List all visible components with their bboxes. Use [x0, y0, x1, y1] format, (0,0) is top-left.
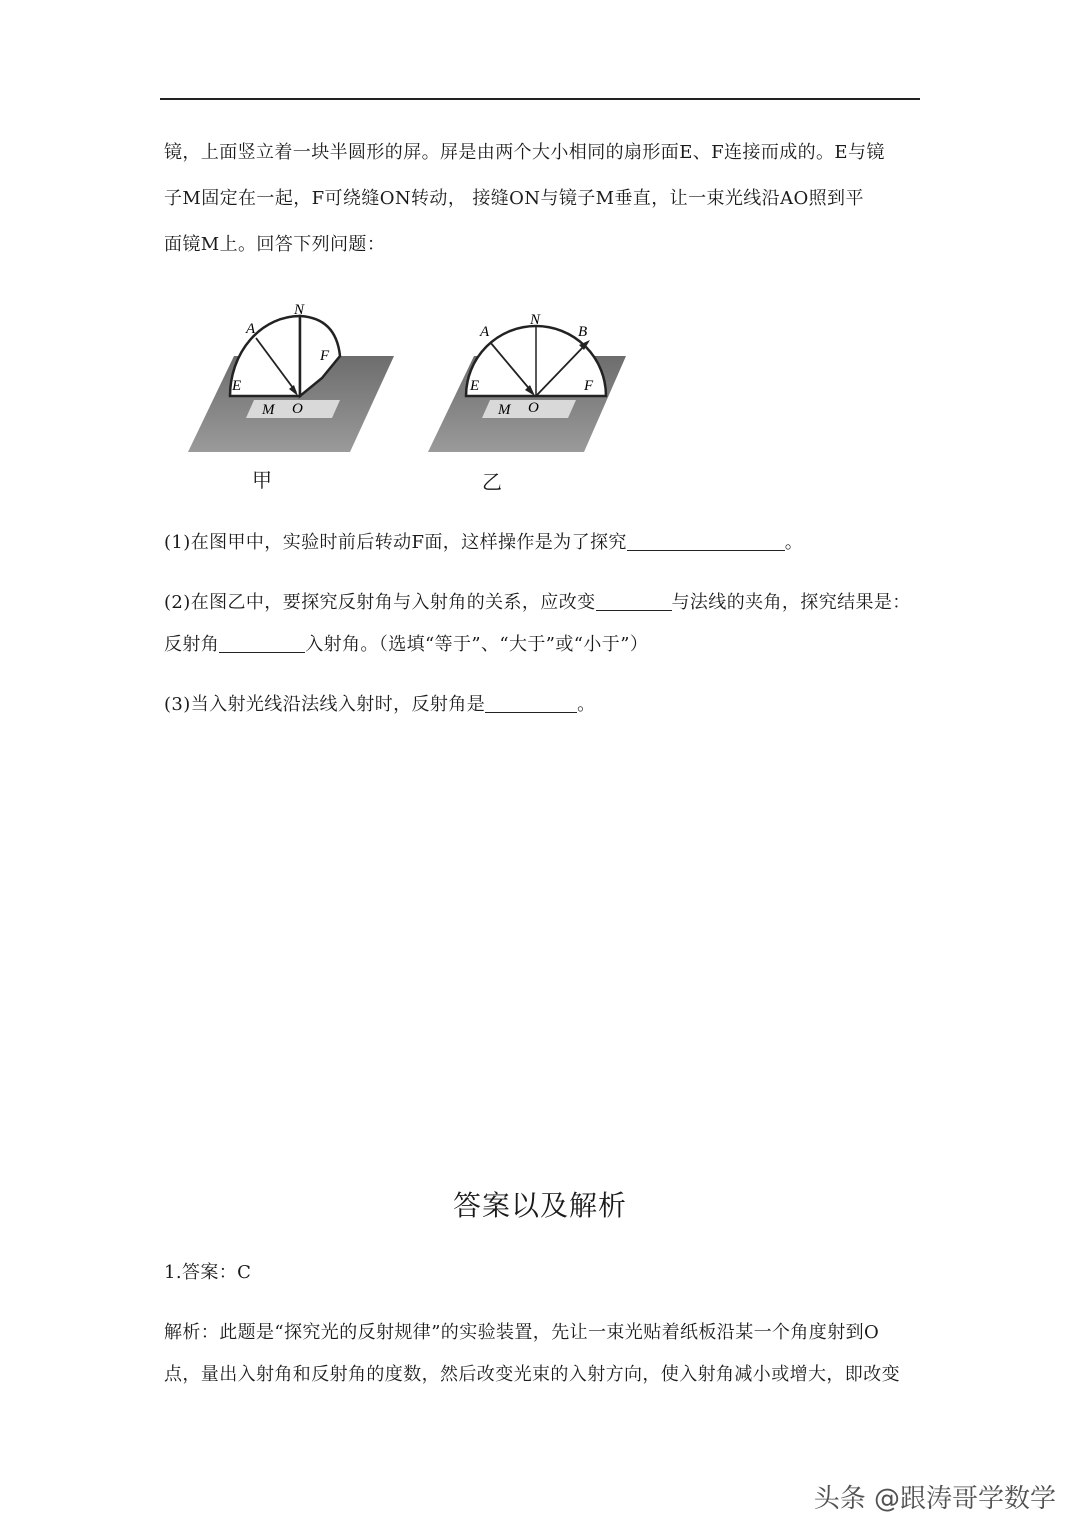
label-o: O	[528, 400, 539, 416]
question-3-end: 。	[577, 694, 596, 715]
figure-yi-diagram	[426, 296, 638, 460]
figure-yi-caption: 乙	[482, 470, 502, 494]
figure-jia	[186, 296, 398, 464]
answers-heading: 答案以及解析	[452, 1189, 627, 1222]
question-2-mid: 与法线的夹角，探究结果是：	[671, 592, 911, 613]
header-rule	[160, 98, 920, 100]
question-2-line2-pre: 反射角	[164, 634, 220, 655]
intro-line-3: 面镜M上。回答下列问题：	[164, 234, 386, 255]
label-a: A	[246, 321, 256, 337]
label-n: N	[530, 312, 541, 328]
analysis-line-1: 解析：此题是“探究光的反射规律”的实验装置，先让一束光贴着纸板沿某一个角度射到O	[164, 1322, 880, 1343]
analysis-line-2: 点，量出入射角和反射角的度数，然后改变光束的入射方向，使入射角减小或增大，即改变	[164, 1364, 900, 1385]
answer-blank-1[interactable]	[627, 530, 785, 551]
label-e: E	[232, 378, 242, 394]
label-o: O	[292, 401, 303, 417]
question-1-text: (1)在图甲中，实验时前后转动F面，这样操作是为了探究	[164, 532, 627, 553]
watermark: 头条 @跟涛哥学数学	[813, 1484, 1056, 1514]
question-2-line2-post: 入射角。（选填“等于”、“大于”或“小于”）	[305, 634, 649, 655]
label-f: F	[320, 348, 330, 364]
answer-blank-2b[interactable]	[219, 632, 305, 653]
question-2-text: (2)在图乙中，要探究反射角与入射角的关系，应改变	[164, 592, 596, 613]
label-m: M	[498, 402, 511, 418]
intro-line-1: 镜，上面竖立着一块半圆形的屏。屏是由两个大小相同的扇形面E、F连接而成的。E与镜	[164, 142, 885, 163]
question-1	[164, 520, 803, 566]
answer-1: 1.答案：C	[164, 1262, 252, 1283]
question-1-end: 。	[784, 532, 804, 553]
label-a: A	[480, 324, 490, 340]
label-m: M	[262, 402, 275, 418]
label-b: B	[578, 324, 588, 340]
question-2-line-2	[164, 622, 648, 668]
figure-jia-diagram	[186, 296, 398, 460]
question-3-text: (3)当入射光线沿法线入射时，反射角是	[164, 694, 486, 715]
label-n: N	[294, 302, 305, 318]
question-2-line-1	[164, 580, 911, 626]
answer-blank-3[interactable]	[485, 692, 577, 713]
answer-blank-2a[interactable]	[596, 590, 672, 611]
label-f: F	[584, 378, 594, 394]
question-3	[164, 682, 596, 728]
intro-line-2: 子M固定在一起，F可绕缝ON转动， 接缝ON与镜子M垂直，让一束光线沿AO照到平	[164, 188, 864, 209]
figure-jia-caption: 甲	[252, 468, 272, 492]
label-e: E	[470, 378, 480, 394]
figure-yi	[426, 296, 638, 464]
